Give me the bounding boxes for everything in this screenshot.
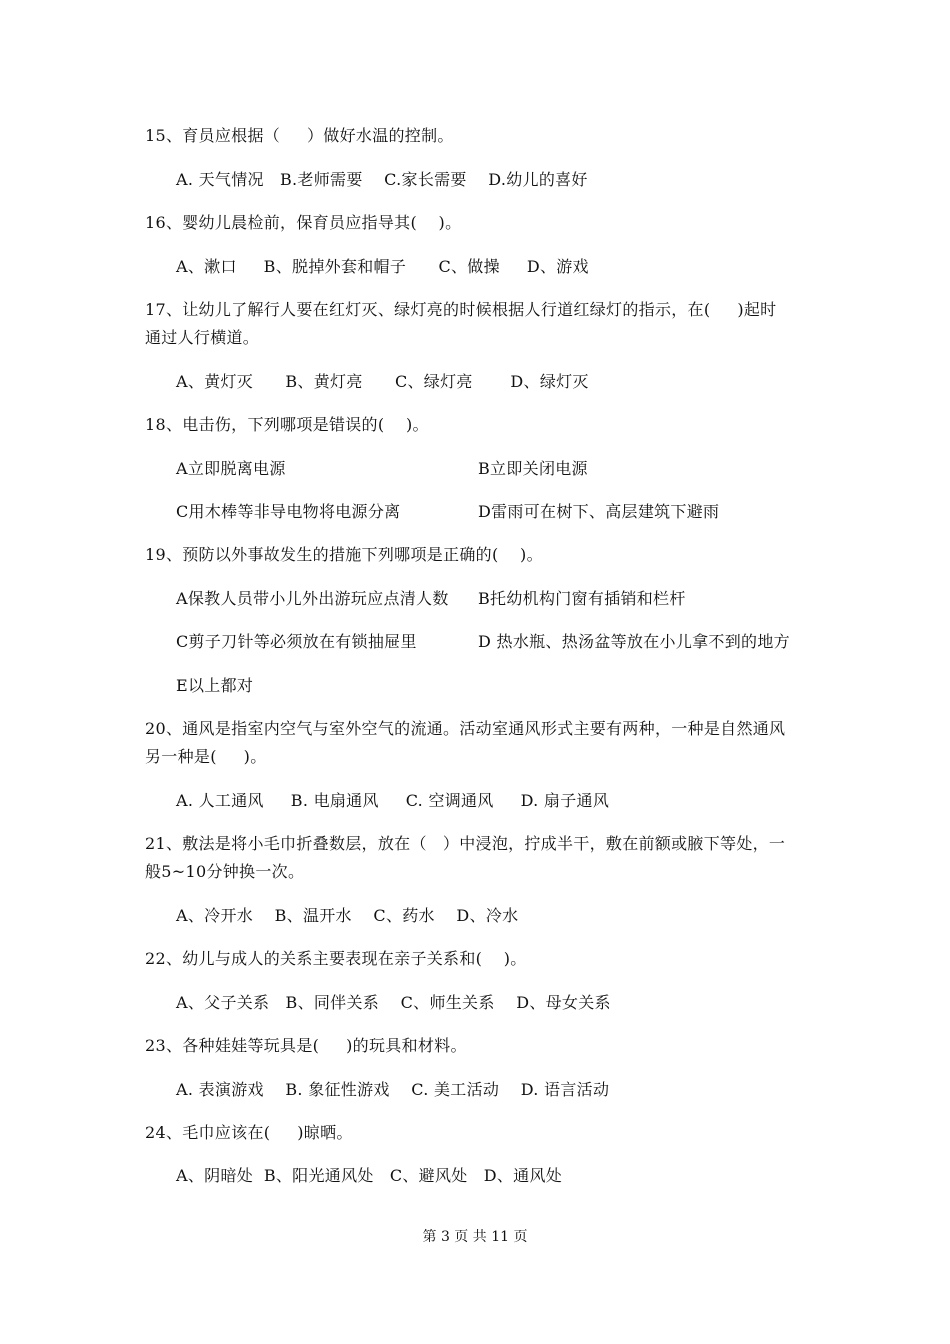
question-23-options: A. 表演游戏 B. 象征性游戏 C. 美工活动 D. 语言活动 [176,1080,610,1099]
question-17-stem-line2: 通过人行横道。 [145,328,260,347]
question-19-option-a: A保教人员带小儿外出游玩应点清人数 [176,589,449,608]
question-22-options: A、父子关系 B、同伴关系 C、师生关系 D、母女关系 [176,993,611,1012]
question-17-stem-line1: 17、让幼儿了解行人要在红灯灭、绿灯亮的时候根据人行道红绿灯的指示，在( )起时 [145,300,777,319]
question-18-option-a: A立即脱离电源 [176,459,286,478]
question-24-options: A、阴暗处 B、阳光通风处 C、避风处 D、通风处 [176,1166,563,1185]
question-17-options: A、黄灯灭 B、黄灯亮 C、绿灯亮 D、绿灯灭 [176,372,589,391]
question-19-option-d: D 热水瓶、热汤盆等放在小儿拿不到的地方 [478,632,790,651]
page-number-footer: 第 3 页 共 11 页 [422,1229,528,1245]
question-23-stem: 23、各种娃娃等玩具是( )的玩具和材料。 [145,1036,467,1055]
question-21-stem-line1: 21、敷法是将小毛巾折叠数层，放在（ ）中浸泡，拧成半干，敷在前额或腋下等处，一 [145,834,786,853]
question-16-stem: 16、婴幼儿晨检前，保育员应指导其( )。 [145,213,462,232]
question-22-stem: 22、幼儿与成人的关系主要表现在亲子关系和( )。 [145,949,527,968]
question-19-stem: 19、预防以外事故发生的措施下列哪项是正确的( )。 [145,545,543,564]
question-15-options: A. 天气情况 B.老师需要 C.家长需要 D.幼儿的喜好 [176,170,588,189]
question-20-stem-line1: 20、通风是指室内空气与室外空气的流通。活动室通风形式主要有两种，一种是自然通风 [145,719,786,738]
question-19-option-c: C剪子刀针等必须放在有锁抽屉里 [176,632,417,651]
question-19-option-b: B托幼机构门窗有插销和栏杆 [478,589,686,608]
question-21-stem-line2: 般5~10分钟换一次。 [145,862,305,881]
question-18-option-d: D雷雨可在树下、高层建筑下避雨 [478,502,720,521]
question-18-option-c: C用木棒等非导电物将电源分离 [176,502,401,521]
question-20-options: A. 人工通风 B. 电扇通风 C. 空调通风 D. 扇子通风 [176,791,610,810]
question-19-option-e: E以上都对 [176,676,254,695]
question-20-stem-line2: 另一种是( )。 [145,747,267,766]
question-16-options: A、漱口 B、脱掉外套和帽子 C、做操 D、游戏 [176,257,589,276]
question-18-stem: 18、电击伤，下列哪项是错误的( )。 [145,415,429,434]
question-18-option-b: B立即关闭电源 [478,459,588,478]
question-15-stem: 15、育员应根据（ ）做好水温的控制。 [145,126,454,145]
question-24-stem: 24、毛巾应该在( )晾晒。 [145,1123,353,1142]
question-21-options: A、冷开水 B、温开水 C、药水 D、冷水 [176,906,519,925]
